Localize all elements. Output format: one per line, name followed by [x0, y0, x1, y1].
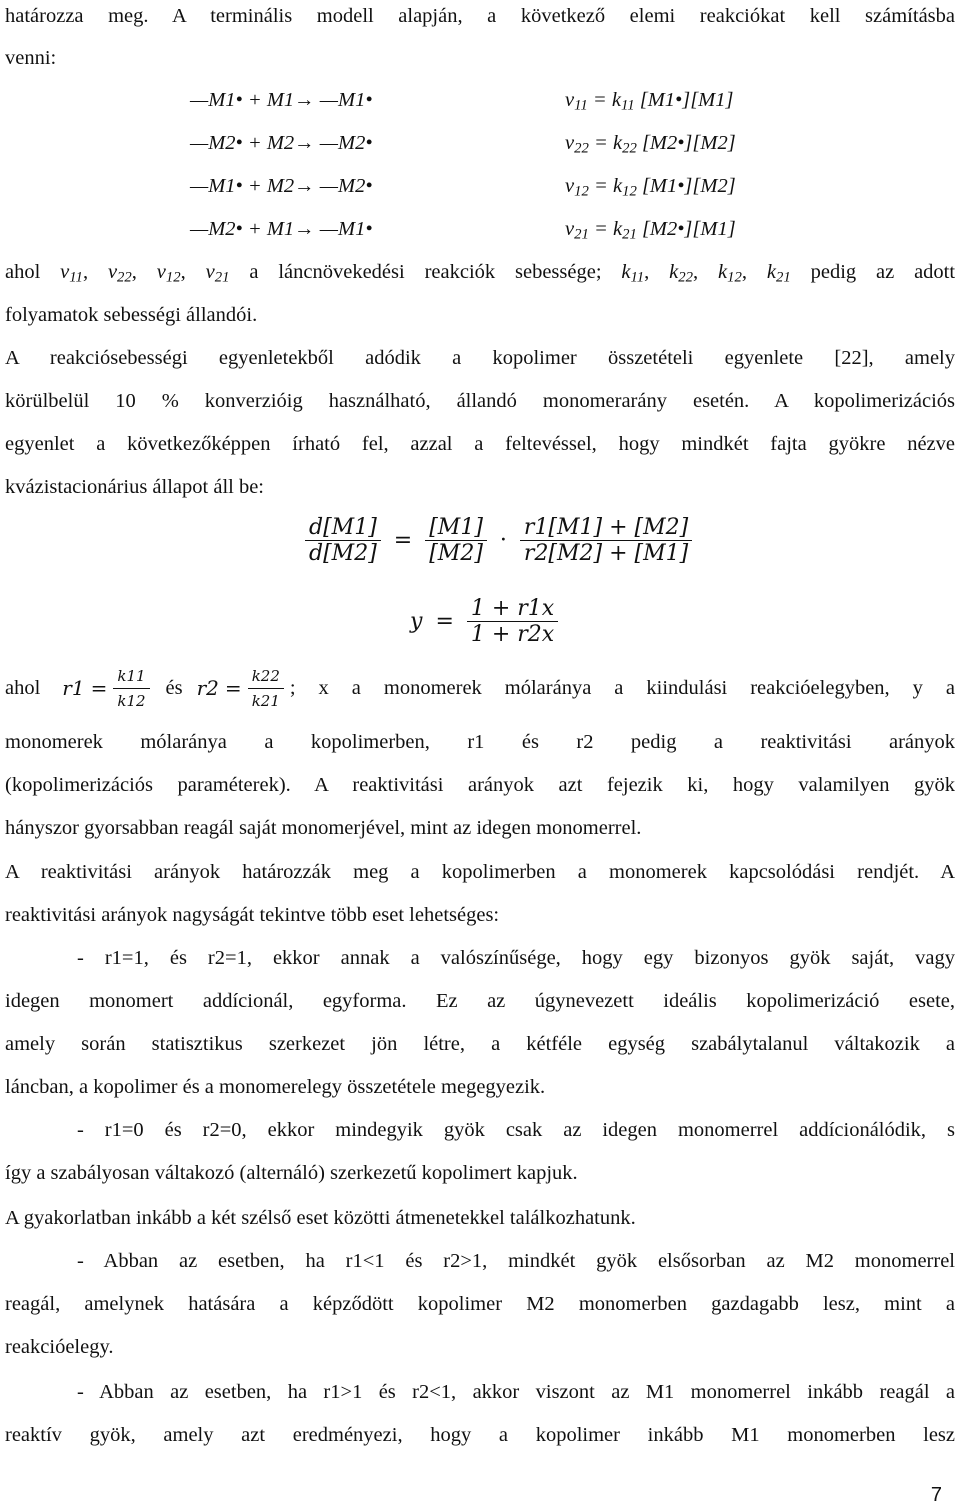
case1-line-1: - r1=1, és r2=1, ekkor annak a valószínűsége, hogy egy bizonyos gyök saját, vagy — [77, 947, 955, 969]
rhs-fraction: $\frac{r1[M1] + [M2]}{r2[M2] + [M1]}$ — [520, 515, 692, 566]
rate-equation-2: $v_{22} = k_{22}$ [M2•][M2] — [565, 132, 736, 157]
para1-line-1: ahol $v_{11}$, $v_{22}$, $v_{12}$, $v_{21}$ a láncnövekedési reakciók sebessége; $k_{11}$, $k_{22}$, $k_{12}$, $k_{21}$ pedig az adott — [5, 261, 956, 286]
rate-equation-4: $v_{21} = k_{21}$ [M2•][M1] — [565, 218, 736, 243]
composition-equation: $\frac{d[M1]}{d[M2]}$ = $\frac{[M1]}{[M2]}$ · $\frac{r1[M1] + [M2]}{r2[M2] + [M1]}$ — [305, 515, 692, 566]
para3-line-1: monomerek mólaránya a kopolimerben, r1 és r2 pedig a reaktivitási arányok — [5, 731, 955, 753]
intro-line-1: határozza meg. A terminális modell alapján, a következő elemi reakciókat kell számításba — [5, 5, 955, 27]
para1-line-2: folyamatok sebességi állandói. — [5, 304, 258, 326]
case2-line-2: így a szabályosan váltakozó (alternáló) szerkezetű kopolimert kapjuk. — [5, 1162, 578, 1184]
y-fraction: $\frac{1 + r1x}{1 + r2x}$ — [467, 596, 558, 647]
para5-line-1: A gyakorlatban inkább a két szélső eset közötti átmenetekkel találkozhatunk. — [5, 1207, 636, 1229]
r1-fraction: $\frac{k11}{k12}$ — [113, 664, 149, 713]
para2-line-2: körülbelül 10 % konverzióig használható, állandó monomerarány esetén. A kopolimerizációs — [5, 390, 955, 412]
case1-line-2: idegen monomert addícionál, egyforma. Ez az úgynevezett ideális kopolimerizáció esete, — [5, 990, 955, 1012]
para4-line-1: A reaktivitási arányok határozzák meg a kopolimerben a monomerek kapcsolódási rendjét. A — [5, 861, 955, 883]
case3-line-3: reakcióelegy. — [5, 1336, 114, 1358]
page-number: 7 — [930, 1484, 942, 1506]
rate-equation-1: $v_{11} = k_{11}$ [M1•][M1] — [565, 89, 734, 114]
reaction-2: —M2• + M2→ —M2• — [190, 132, 373, 154]
para3-line-3: hányszor gyorsabban reagál saját monomerjével, mint az idegen monomerrel. — [5, 817, 642, 839]
reaction-3: —M1• + M2→ —M2• — [190, 175, 373, 197]
intro-line-2: venni: — [5, 47, 57, 69]
case1-line-4: láncban, a kopolimer és a monomerelegy összetétele megegyezik. — [5, 1076, 546, 1098]
y-equation: y = $\frac{1 + r1x}{1 + r2x}$ — [410, 596, 558, 647]
rate-equation-3: $v_{12} = k_{12}$ [M1•][M2] — [565, 175, 736, 200]
para4-line-2: reaktivitási arányok nagyságát tekintve több eset lehetséges: — [5, 904, 500, 926]
para2-line-4: kvázistacionárius állapot áll be: — [5, 476, 265, 498]
para2-line-3: egyenlet a következőképpen írható fel, azzal a feltevéssel, hogy mindkét fajta gyökre nézve — [5, 433, 955, 455]
reaction-1: —M1• + M1→ —M1• — [190, 89, 373, 111]
case4-line-1: - Abban az esetben, ha r1>1 és r2<1, akkor viszont az M1 monomerrel inkább reagál a — [77, 1381, 955, 1403]
definition-line: ahol r1 = $\frac{k11}{k12}$ és r2 = $\frac{k22}{k21}$ ; x a monomerek mólaránya a kiindulási reakcióelegyben, y a — [5, 662, 955, 714]
case2-line-1: - r1=0 és r2=0, ekkor mindegyik gyök csak az idegen monomerrel addícionálódik, s — [77, 1119, 955, 1141]
para2-line-1: A reakciósebességi egyenletekből adódik a kopolimer összetételi egyenlete [22], amely — [5, 347, 955, 369]
mid-fraction: $\frac{[M1]}{[M2]}$ — [425, 515, 487, 566]
case1-line-3: amely során statisztikus szerkezet jön létre, a kétféle egység szabálytalanul váltakozik a — [5, 1033, 955, 1055]
para3-line-2: (kopolimerizációs paraméterek). A reaktivitási arányok azt fejezik ki, hogy valamilyen gyök — [5, 774, 955, 796]
case4-line-2: reaktív gyök, amely azt eredményezi, hogy a kopolimer inkább M1 monomerben lesz — [5, 1424, 955, 1446]
case3-line-2: reagál, amelynek hatására a képződött kopolimer M2 monomerben gazdagabb lesz, mint a — [5, 1293, 955, 1315]
reaction-4: —M2• + M1→ —M1• — [190, 218, 373, 240]
r2-fraction: $\frac{k22}{k21}$ — [248, 664, 284, 713]
case3-line-1: - Abban az esetben, ha r1<1 és r2>1, mindkét gyök elsősorban az M2 monomerrel — [77, 1250, 955, 1272]
lhs-fraction: $\frac{d[M1]}{d[M2]}$ — [305, 515, 381, 566]
